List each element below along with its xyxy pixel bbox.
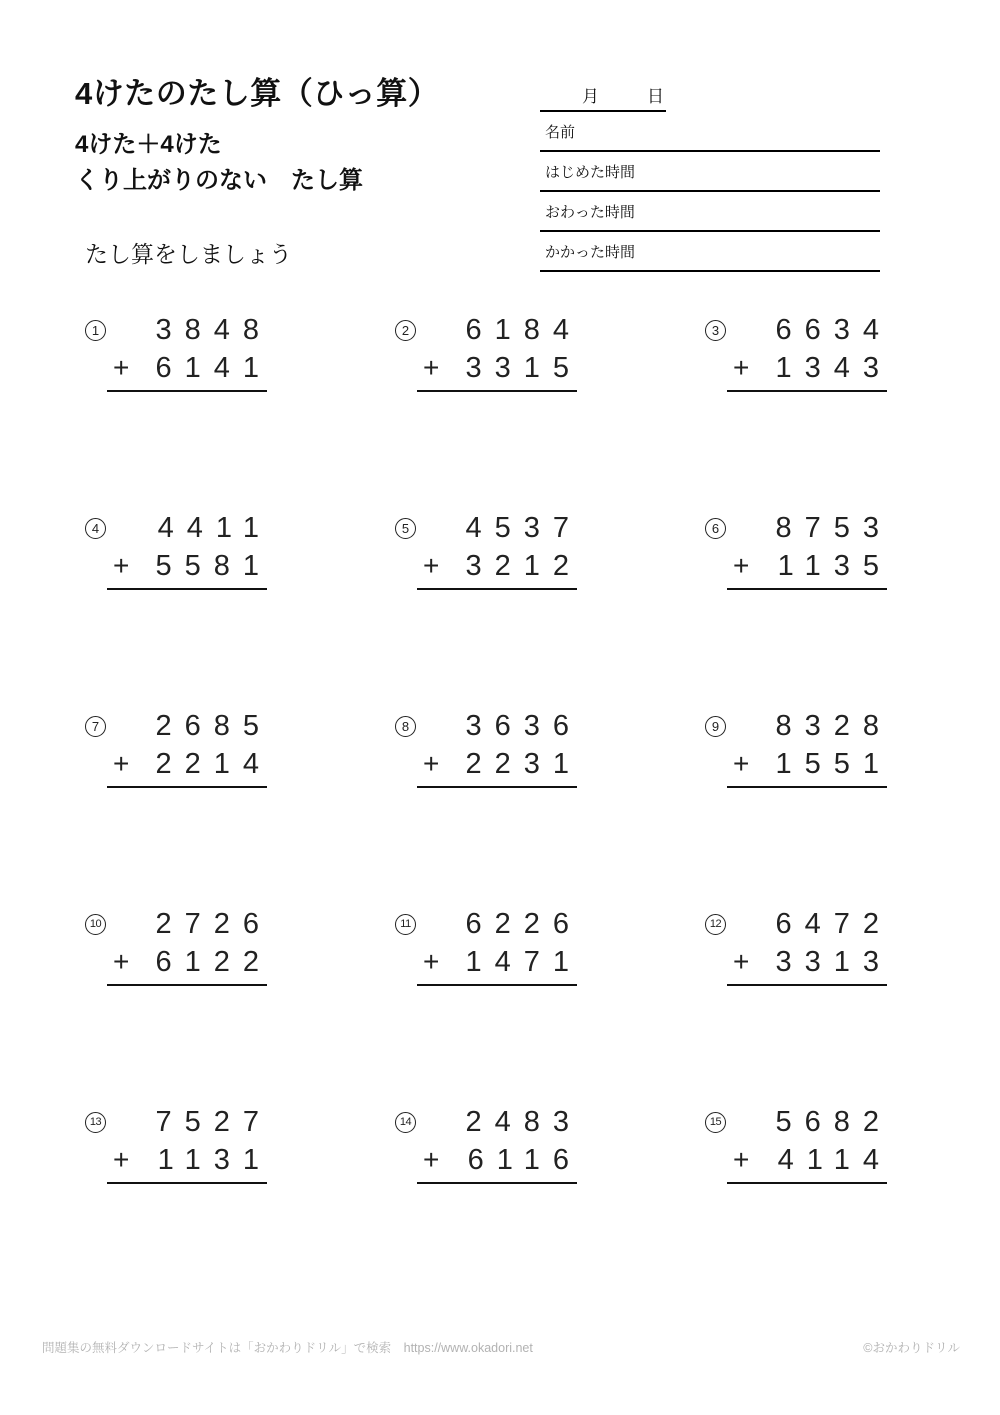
problems-grid [85, 305, 1000, 1295]
addend-top: 6184 [465, 313, 582, 346]
month-label: 月 [582, 86, 599, 106]
start-time-field-row [540, 152, 880, 192]
plus-icon: + [733, 352, 750, 383]
footer-copyright: ©おかわりドリル [863, 1341, 960, 1355]
plus-icon: + [113, 1144, 130, 1175]
addend-bottom: 6122 [155, 945, 272, 978]
problem-number-badge: 11 [395, 914, 416, 935]
answer-line [417, 588, 577, 590]
end-time-field-row [540, 192, 880, 232]
addend-top: 2685 [155, 709, 272, 742]
answer-line [727, 1182, 887, 1184]
addend-bottom: 3313 [775, 945, 892, 978]
problem-8 [395, 701, 582, 899]
end-time-label: おわった時間 [545, 203, 635, 221]
plus-icon: + [423, 352, 440, 383]
problem-9 [705, 701, 892, 899]
problem-3 [705, 305, 892, 503]
problem-number-badge: 1 [85, 320, 106, 341]
problem-7 [85, 701, 272, 899]
answer-line [107, 984, 267, 986]
page-subtitle-digits: 4けた＋4けた [75, 131, 222, 158]
answer-line [107, 588, 267, 590]
plus-icon: + [423, 946, 440, 977]
addend-top: 4411 [157, 511, 272, 544]
addend-top: 4537 [465, 511, 582, 544]
problem-11 [395, 899, 582, 1097]
problem-number-badge: 10 [85, 914, 106, 935]
problem-number-badge: 13 [85, 1112, 106, 1133]
addend-bottom: 1131 [157, 1143, 272, 1176]
plus-icon: + [423, 1144, 440, 1175]
problem-number-badge: 2 [395, 320, 416, 341]
problem-13 [85, 1097, 272, 1295]
problem-number-badge: 8 [395, 716, 416, 737]
problem-10 [85, 899, 272, 1097]
addend-bottom: 1551 [775, 747, 892, 780]
plus-icon: + [733, 946, 750, 977]
answer-line [727, 984, 887, 986]
problem-number-badge: 5 [395, 518, 416, 539]
plus-icon: + [423, 748, 440, 779]
addend-bottom: 2231 [465, 747, 582, 780]
answer-line [107, 1182, 267, 1184]
plus-icon: + [423, 550, 440, 581]
problem-number-badge: 3 [705, 320, 726, 341]
name-field-row [540, 112, 880, 152]
plus-icon: + [113, 352, 130, 383]
problem-number-badge: 7 [85, 716, 106, 737]
answer-line [417, 1182, 577, 1184]
addend-bottom: 1471 [465, 945, 582, 978]
start-time-label: はじめた時間 [545, 163, 636, 181]
addend-top: 8753 [775, 511, 892, 544]
addend-bottom: 6141 [155, 351, 272, 384]
problem-number-badge: 9 [705, 716, 726, 737]
addend-top: 5682 [775, 1105, 892, 1138]
plus-icon: + [733, 748, 750, 779]
problem-5 [395, 503, 582, 701]
problem-number-badge: 15 [705, 1112, 726, 1133]
instruction-text: たし算をしましょう [85, 241, 292, 267]
addend-top: 6634 [775, 313, 892, 346]
addend-bottom: 3315 [465, 351, 582, 384]
date-field-row [540, 78, 666, 112]
footer-site-credit: 問題集の無料ダウンロードサイトは「おかわりドリル」で検索 https://www.okadori.net [42, 1341, 533, 1355]
addend-bottom: 2214 [155, 747, 272, 780]
answer-line [727, 588, 887, 590]
addend-top: 3848 [155, 313, 272, 346]
answer-line [727, 786, 887, 788]
answer-line [417, 786, 577, 788]
addend-bottom: 4114 [777, 1143, 892, 1176]
addend-bottom: 5581 [155, 549, 272, 582]
problem-number-badge: 4 [85, 518, 106, 539]
plus-icon: + [733, 1144, 750, 1175]
addend-top: 6226 [465, 907, 582, 940]
answer-line [417, 390, 577, 392]
addend-top: 6472 [775, 907, 892, 940]
problem-2 [395, 305, 582, 503]
answer-line [727, 390, 887, 392]
addend-bottom: 6116 [467, 1143, 582, 1176]
plus-icon: + [113, 946, 130, 977]
problem-6 [705, 503, 892, 701]
addend-top: 2726 [155, 907, 272, 940]
addend-top: 7527 [155, 1105, 272, 1138]
addend-top: 3636 [465, 709, 582, 742]
elapsed-time-field-row [540, 232, 880, 272]
problem-number-badge: 6 [705, 518, 726, 539]
addend-bottom: 1343 [775, 351, 892, 384]
info-panel [540, 78, 880, 272]
problem-12 [705, 899, 892, 1097]
plus-icon: + [113, 748, 130, 779]
addend-bottom: 1135 [777, 549, 892, 582]
plus-icon: + [113, 550, 130, 581]
problem-15 [705, 1097, 892, 1295]
problem-14 [395, 1097, 582, 1295]
plus-icon: + [733, 550, 750, 581]
day-label: 日 [647, 86, 664, 106]
problem-number-badge: 12 [705, 914, 726, 935]
problem-4 [85, 503, 272, 701]
addend-bottom: 3212 [465, 549, 582, 582]
elapsed-time-label: かかった時間 [545, 243, 636, 261]
page-subtitle-no-carry: くり上がりのない たし算 [75, 167, 363, 194]
answer-line [417, 984, 577, 986]
answer-line [107, 390, 267, 392]
answer-line [107, 786, 267, 788]
name-label: 名前 [545, 123, 576, 141]
problem-1 [85, 305, 272, 503]
page-title: 4けたのたし算（ひっ算） [75, 76, 440, 111]
problem-number-badge: 14 [395, 1112, 416, 1133]
addend-top: 2483 [465, 1105, 582, 1138]
addend-top: 8328 [775, 709, 892, 742]
